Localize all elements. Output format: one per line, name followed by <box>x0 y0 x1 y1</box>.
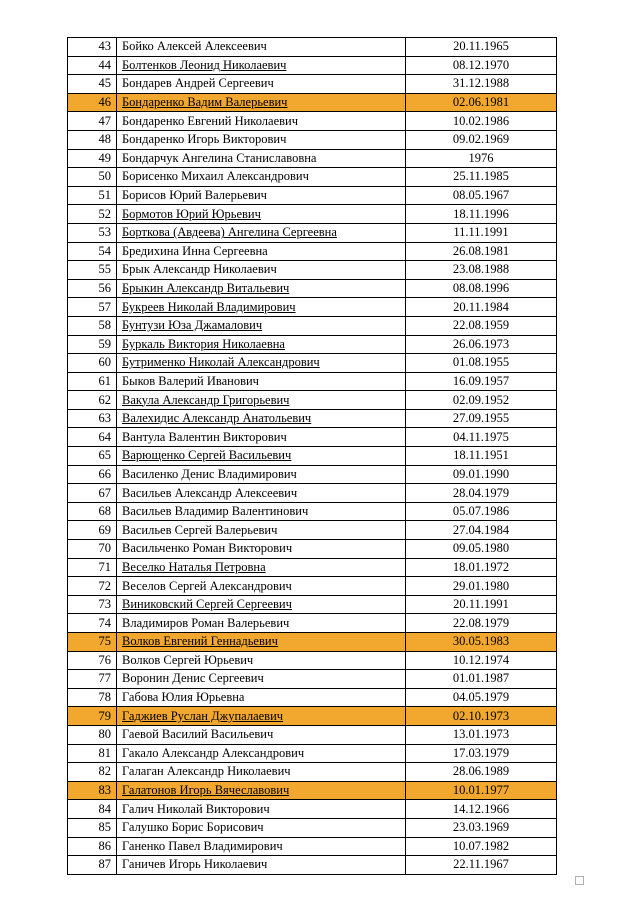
birth-date: 18.01.1972 <box>406 558 557 577</box>
row-number: 67 <box>68 484 117 503</box>
birth-date: 1976 <box>406 149 557 168</box>
table-row <box>68 316 557 335</box>
table-row <box>68 149 557 168</box>
person-name[interactable]: Вакула Александр Григорьевич <box>122 392 290 407</box>
table-row <box>68 335 557 354</box>
row-number: 72 <box>68 577 117 596</box>
person-name[interactable]: Ганенко Павел Владимирович <box>122 838 283 853</box>
birth-date: 04.05.1979 <box>406 688 557 707</box>
person-name[interactable]: Бондарев Андрей Сергеевич <box>122 76 274 91</box>
row-number: 46 <box>68 93 117 112</box>
person-name[interactable]: Борисенко Михаил Александрович <box>122 169 309 184</box>
row-number: 53 <box>68 223 117 242</box>
table-row <box>68 781 557 800</box>
person-name[interactable]: Быков Валерий Иванович <box>122 373 259 388</box>
person-name[interactable]: Галушко Борис Борисович <box>122 820 264 835</box>
row-number: 86 <box>68 837 117 856</box>
table-row <box>68 595 557 614</box>
row-number: 62 <box>68 391 117 410</box>
row-number: 45 <box>68 75 117 94</box>
row-number: 79 <box>68 707 117 726</box>
person-name[interactable]: Виниковский Сергей Сергеевич <box>122 597 292 612</box>
table-row <box>68 447 557 466</box>
birth-date: 20.11.1965 <box>406 38 557 57</box>
person-name[interactable]: Валехидис Александр Анатольевич <box>122 411 312 426</box>
birth-date: 08.05.1967 <box>406 186 557 205</box>
row-number: 83 <box>68 781 117 800</box>
table-row <box>68 521 557 540</box>
table-row <box>68 261 557 280</box>
birth-date: 02.10.1973 <box>406 707 557 726</box>
row-number: 70 <box>68 540 117 559</box>
row-number: 73 <box>68 595 117 614</box>
page-corner-marker <box>575 876 584 885</box>
person-name[interactable]: Гаджиев Руслан Джупалаевич <box>122 708 284 723</box>
table-row <box>68 725 557 744</box>
table-row <box>68 707 557 726</box>
table-row <box>68 540 557 559</box>
birth-date: 16.09.1957 <box>406 372 557 391</box>
row-number: 58 <box>68 316 117 335</box>
person-name[interactable]: Галич Николай Викторович <box>122 801 270 816</box>
birth-date: 02.06.1981 <box>406 93 557 112</box>
row-number: 81 <box>68 744 117 763</box>
table-row <box>68 168 557 187</box>
table-row <box>68 205 557 224</box>
person-name[interactable]: Борисов Юрий Валерьевич <box>122 188 267 203</box>
person-name[interactable]: Борткова (Авдеева) Ангелина Сергеевна <box>122 225 337 240</box>
table-row <box>68 577 557 596</box>
row-number: 75 <box>68 633 117 652</box>
table-row <box>68 558 557 577</box>
table-row <box>68 818 557 837</box>
table-row <box>68 502 557 521</box>
birth-date: 10.12.1974 <box>406 651 557 670</box>
person-name[interactable]: Букреев Николай Владимирович <box>122 299 296 314</box>
birth-date: 23.03.1969 <box>406 818 557 837</box>
birth-date: 20.11.1984 <box>406 298 557 317</box>
table-row <box>68 688 557 707</box>
birth-date: 29.01.1980 <box>406 577 557 596</box>
table-row <box>68 856 557 875</box>
birth-date: 26.08.1981 <box>406 242 557 261</box>
birth-date: 28.06.1989 <box>406 763 557 782</box>
birth-date: 22.08.1979 <box>406 614 557 633</box>
person-name[interactable]: Болтенков Леонид Николаевич <box>122 57 287 72</box>
person-name[interactable]: Варющенко Сергей Васильевич <box>122 448 292 463</box>
birth-date: 30.05.1983 <box>406 633 557 652</box>
person-name[interactable]: Бормотов Юрий Юрьевич <box>122 206 261 221</box>
birth-date: 17.03.1979 <box>406 744 557 763</box>
row-number: 48 <box>68 130 117 149</box>
person-name[interactable]: Веселко Наталья Петровна <box>122 559 266 574</box>
person-name[interactable]: Васильев Александр Алексеевич <box>122 485 298 500</box>
birth-date: 26.06.1973 <box>406 335 557 354</box>
person-name[interactable]: Бондарчук Ангелина Станиславовна <box>122 150 317 165</box>
person-name[interactable]: Бондаренко Вадим Валерьевич <box>122 95 288 110</box>
row-number: 52 <box>68 205 117 224</box>
birth-date: 09.02.1969 <box>406 130 557 149</box>
table-row <box>68 744 557 763</box>
table-row <box>68 372 557 391</box>
person-name[interactable]: Васильченко Роман Викторович <box>122 541 293 556</box>
person-name[interactable]: Веселов Сергей Александрович <box>122 578 292 593</box>
row-number: 82 <box>68 763 117 782</box>
birth-date: 01.01.1987 <box>406 670 557 689</box>
row-number: 68 <box>68 502 117 521</box>
person-name[interactable]: Бутрименко Николай Александрович <box>122 355 320 370</box>
table-row <box>68 38 557 57</box>
row-number: 74 <box>68 614 117 633</box>
row-number: 71 <box>68 558 117 577</box>
person-name[interactable]: Галаган Александр Николаевич <box>122 764 291 779</box>
birth-date: 18.11.1951 <box>406 447 557 466</box>
row-number: 54 <box>68 242 117 261</box>
row-number: 56 <box>68 279 117 298</box>
person-name[interactable]: Бредихина Инна Сергеевна <box>122 243 268 258</box>
table-row <box>68 428 557 447</box>
row-number: 55 <box>68 261 117 280</box>
row-number: 59 <box>68 335 117 354</box>
birth-date: 09.01.1990 <box>406 465 557 484</box>
row-number: 51 <box>68 186 117 205</box>
row-number: 87 <box>68 856 117 875</box>
table-row <box>68 837 557 856</box>
person-name[interactable]: Владимиров Роман Валерьевич <box>122 615 290 630</box>
birth-date: 05.07.1986 <box>406 502 557 521</box>
row-number: 85 <box>68 818 117 837</box>
row-number: 43 <box>68 38 117 57</box>
row-number: 76 <box>68 651 117 670</box>
person-name[interactable]: Бунтузи Юза Джамалович <box>122 318 263 333</box>
birth-date: 04.11.1975 <box>406 428 557 447</box>
table-row <box>68 75 557 94</box>
row-number: 50 <box>68 168 117 187</box>
person-name[interactable]: Гакало Александр Александрович <box>122 745 305 760</box>
row-number: 63 <box>68 409 117 428</box>
table-row <box>68 186 557 205</box>
birth-date: 31.12.1988 <box>406 75 557 94</box>
row-number: 66 <box>68 465 117 484</box>
birth-date: 02.09.1952 <box>406 391 557 410</box>
person-name[interactable]: Васильев Владимир Валентинович <box>122 504 309 519</box>
birth-date: 10.07.1982 <box>406 837 557 856</box>
table-row <box>68 242 557 261</box>
row-number: 64 <box>68 428 117 447</box>
birth-date: 27.04.1984 <box>406 521 557 540</box>
birth-date: 25.11.1985 <box>406 168 557 187</box>
birth-date: 23.08.1988 <box>406 261 557 280</box>
birth-date: 22.08.1959 <box>406 316 557 335</box>
birth-date: 22.11.1967 <box>406 856 557 875</box>
birth-date: 01.08.1955 <box>406 354 557 373</box>
person-name[interactable]: Воронин Денис Сергеевич <box>122 671 264 686</box>
row-number: 84 <box>68 800 117 819</box>
table-row <box>68 298 557 317</box>
birth-date: 09.05.1980 <box>406 540 557 559</box>
person-name[interactable]: Брык Александр Николаевич <box>122 262 277 277</box>
table-row <box>68 465 557 484</box>
person-name[interactable]: Брыкин Александр Витальевич <box>122 281 290 296</box>
row-number: 69 <box>68 521 117 540</box>
table-row <box>68 670 557 689</box>
roster-table-body <box>68 38 557 875</box>
table-row <box>68 763 557 782</box>
birth-date: 27.09.1955 <box>406 409 557 428</box>
table-row <box>68 614 557 633</box>
roster-table <box>67 37 557 875</box>
person-name[interactable]: Галатонов Игорь Вячеславович <box>122 783 290 798</box>
table-row <box>68 93 557 112</box>
birth-date: 20.11.1991 <box>406 595 557 614</box>
birth-date: 11.11.1991 <box>406 223 557 242</box>
row-number: 77 <box>68 670 117 689</box>
person-name[interactable]: Волков Евгений Геннадьевич <box>122 634 278 649</box>
row-number: 80 <box>68 725 117 744</box>
table-row <box>68 112 557 131</box>
birth-date: 18.11.1996 <box>406 205 557 224</box>
row-number: 49 <box>68 149 117 168</box>
row-number: 47 <box>68 112 117 131</box>
person-name[interactable]: Васильев Сергей Валерьевич <box>122 522 278 537</box>
row-number: 61 <box>68 372 117 391</box>
table-row <box>68 651 557 670</box>
row-number: 57 <box>68 298 117 317</box>
table-row <box>68 484 557 503</box>
person-name[interactable]: Бондаренко Евгений Николаевич <box>122 113 299 128</box>
table-row <box>68 279 557 298</box>
birth-date: 10.02.1986 <box>406 112 557 131</box>
table-row <box>68 409 557 428</box>
birth-date: 08.12.1970 <box>406 56 557 75</box>
person-name[interactable]: Габова Юлия Юрьевна <box>122 690 245 705</box>
person-name[interactable]: Буркаль Виктория Николаевна <box>122 336 285 351</box>
table-row <box>68 223 557 242</box>
table-row <box>68 354 557 373</box>
birth-date: 14.12.1966 <box>406 800 557 819</box>
birth-date: 10.01.1977 <box>406 781 557 800</box>
row-number: 60 <box>68 354 117 373</box>
person-name[interactable]: Василенко Денис Владимирович <box>122 466 297 481</box>
table-row <box>68 391 557 410</box>
table-row <box>68 633 557 652</box>
table-row <box>68 56 557 75</box>
person-name[interactable]: Гаевой Василий Васильевич <box>122 727 274 742</box>
birth-date: 08.08.1996 <box>406 279 557 298</box>
row-number: 44 <box>68 56 117 75</box>
person-name[interactable]: Вантула Валентин Викторович <box>122 429 287 444</box>
birth-date: 28.04.1979 <box>406 484 557 503</box>
row-number: 65 <box>68 447 117 466</box>
person-name[interactable]: Ганичев Игорь Николаевич <box>122 857 268 872</box>
table-row <box>68 800 557 819</box>
row-number: 78 <box>68 688 117 707</box>
table-row <box>68 130 557 149</box>
person-name[interactable]: Волков Сергей Юрьевич <box>122 652 254 667</box>
person-name[interactable]: Бойко Алексей Алексеевич <box>122 39 267 54</box>
birth-date: 13.01.1973 <box>406 725 557 744</box>
person-name[interactable]: Бондаренко Игорь Викторович <box>122 132 287 147</box>
